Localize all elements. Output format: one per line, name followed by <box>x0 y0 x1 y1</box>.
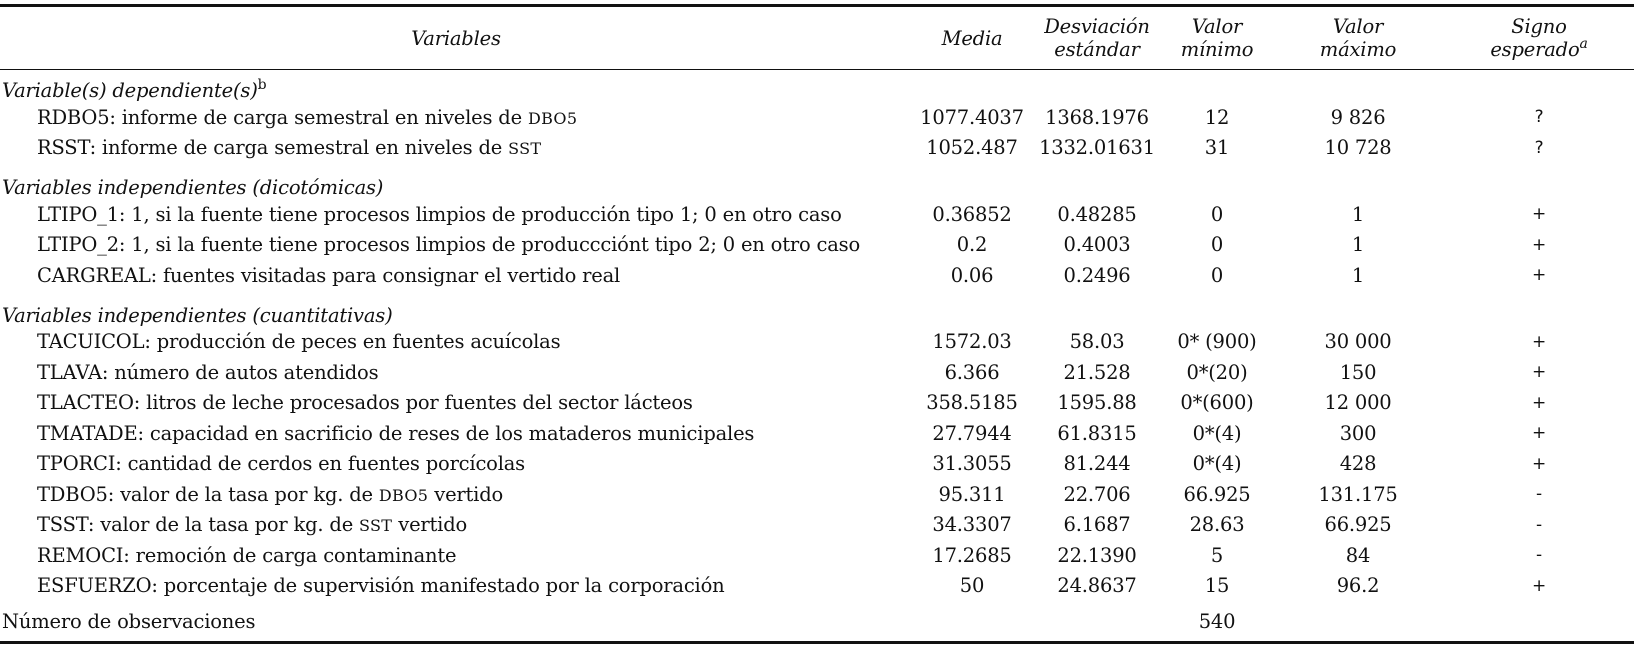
table-row: TACUICOL: producción de peces en fuentes acuícolas 1572.03 58.03 0* (900) 30 000 + <box>37 330 1547 354</box>
observations-row <box>0 601 1634 643</box>
header-minimo: Valor mínimo <box>1180 15 1254 61</box>
table-row: TDBO5: valor de la tasa por kg. de DBO5 vertido 95.311 22.706 66.925 131.175 - <box>37 482 1542 506</box>
table-row: LTIPO_2: 1, si la fuente tiene procesos limpios de produccciónt tipo 2; 0 en otro caso 0.2 0.4003 0 1 + <box>37 233 1547 257</box>
table-row: TLAVA: número de autos atendidos 6.366 21.528 0*(20) 150 + <box>37 360 1547 384</box>
observations-value: 540 <box>1198 609 1236 633</box>
header-maximo: Valor máximo <box>1319 15 1397 61</box>
table-row: TPORCI: cantidad de cerdos en fuentes porcícolas 31.3055 81.244 0*(4) 428 + <box>37 452 1547 476</box>
header-desviacion: Desviación estándar <box>1044 15 1150 61</box>
header-media: Media <box>941 26 1003 50</box>
table-row: RSST: informe de carga semestral en niveles de SST 1052.487 1332.01631 31 10 728 ? <box>37 136 1544 160</box>
table-row: TLACTEO: litros de leche procesados por fuentes del sector lácteos 358.5185 1595.88 0*(600) 12 000 + <box>37 391 1547 415</box>
header-variables: Variables <box>411 26 501 50</box>
descriptive-statistics-table <box>0 4 1634 644</box>
table-row: TMATADE: capacidad en sacrificio de reses de los mataderos municipales 27.7944 61.8315 0*(4) 300 + <box>37 421 1547 445</box>
table-row: RDBO5: informe de carga semestral en niveles de DBO5 1077.4037 1368.1976 12 9 826 ? <box>37 105 1544 129</box>
table-row: CARGREAL: fuentes visitadas para consignar el vertido real 0.06 0.2496 0 1 + <box>37 263 1547 287</box>
section-dicotomicas: Variables independientes (dicotómicas) <box>2 176 384 199</box>
section-dependiente: Variable(s) $dependiente(s)^b$ <box>2 77 267 102</box>
header-signo: Signo esperado$^a$ <box>1490 15 1588 61</box>
header-row <box>0 6 1634 70</box>
table-row: REMOCI: remoción de carga contaminante 17.2685 22.1390 5 84 - <box>37 543 1542 567</box>
section-cuantitativas: Variables independientes (cuantitativas) <box>2 303 393 327</box>
table-row: ESFUERZO: porcentaje de supervisión manifestado por la corporación 50 24.8637 15 96.2 + <box>37 574 1547 598</box>
observations-label: Número de observaciones <box>2 609 256 633</box>
table-row: TSST: valor de la tasa por kg. de SST vertido 34.3307 6.1687 28.63 66.925 - <box>37 513 1542 537</box>
table-row: LTIPO_1: 1, si la fuente tiene procesos limpios de producción tipo 1; 0 en otro caso 0.36852 0.48285 0 1 + <box>37 202 1547 226</box>
